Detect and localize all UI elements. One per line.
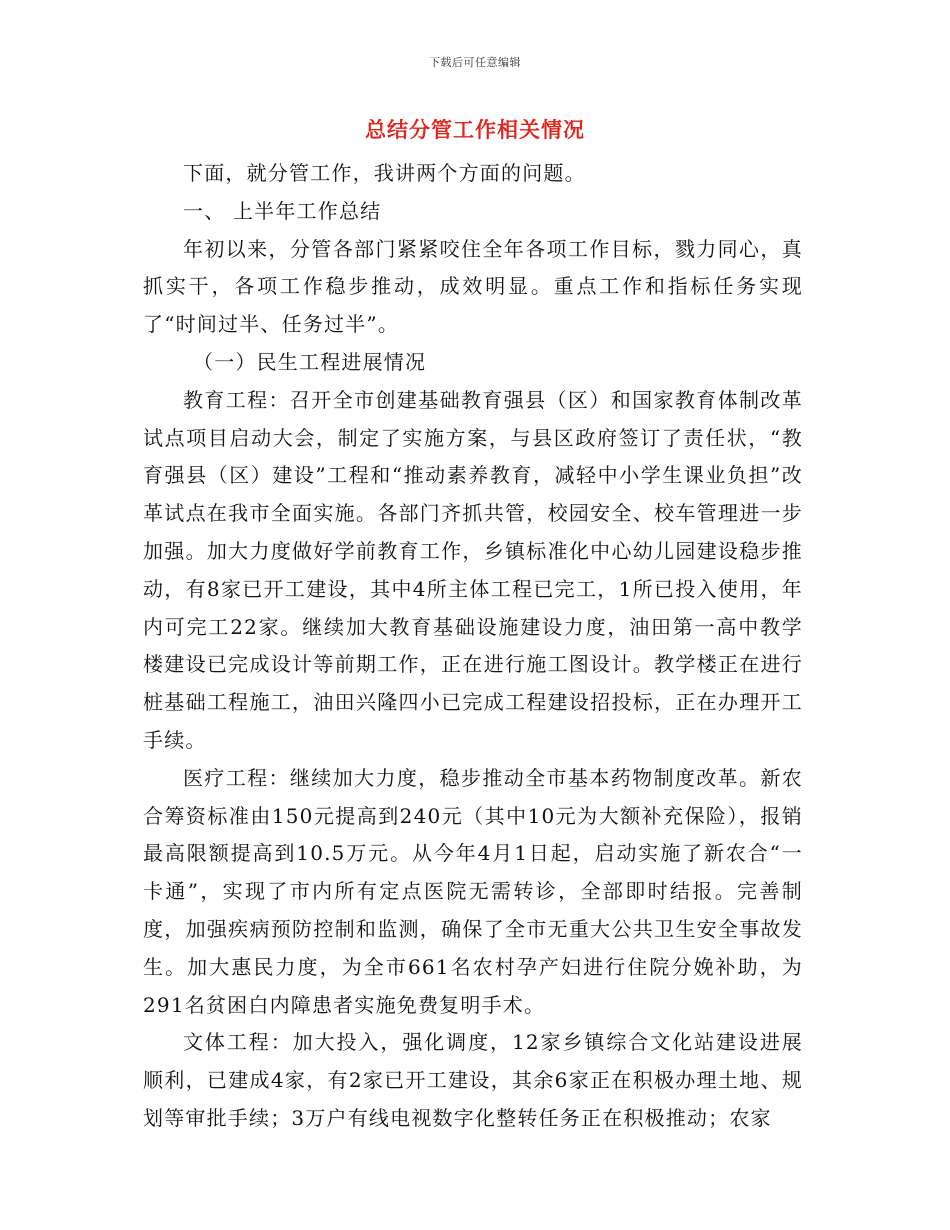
- intro-paragraph: 下面，就分管工作，我讲两个方面的问题。: [183, 161, 586, 185]
- document-body: [143, 155, 803, 1138]
- education-paragraph: 教育工程：召开全市创建基础教育强县（区）和国家教育体制改革试点项目启动大会，制定了实施方案，与县区政府签订了责任状，“教育强县（区）建设”工程和“推动素养教育，减轻中小学生课业负担”改革试点在我市全面实施。各部门齐抓共管，校园安全、校车管理进一步加强。加大力度做好学前教育工作，乡镇标准化中心幼儿园建设稳步推动，有8家已开工建设，其中4所主体工程已完工，1所已投入使用，年内可完工22家。继续加大教育基础设施建设力度，油田第一高中教学楼建设已完成设计等前期工作，正在进行施工图设计。教学楼正在进行桩基础工程施工，油田兴隆四小已完成工程建设招投标，正在办理开工手续。: [143, 387, 803, 752]
- medical-paragraph: 医疗工程：继续加大力度，稳步推动全市基本药物制度改革。新农合筹资标准由150元提高到240元（其中10元为大额补充保险），报销最高限额提高到10.5万元。从今年4月1日起，启动实施了新农合“一卡通”，实现了市内所有定点医院无需转诊，全部即时结报。完善制度，加强疾病预防控制和监测，确保了全市无重大公共卫生安全事故发生。加大惠民力度，为全市661名农村孕产妇进行住院分娩补助，为291名贫困白内障患者实施免费复明手术。: [143, 765, 803, 1017]
- summary-paragraph: 年初以来，分管各部门紧紧咬住全年各项工作目标，戮力同心，真抓实干，各项工作稳步推动，成效明显。重点工作和指标任务实现了“时间过半、任务过半”。: [143, 236, 803, 337]
- subsection-heading: （一）民生工程进展情况: [193, 349, 427, 374]
- culture-paragraph: 文体工程：加大投入，强化调度，12家乡镇综合文化站建设进展顺利，已建成4家，有2家已开工建设，其余6家正在积极办理土地、规划等审批手续；3万户有线电视数字化整转任务正在积极推动；农家: [143, 1030, 803, 1130]
- section-heading: 一、 上半年工作总结: [183, 198, 382, 223]
- header-note: 下载后可任意编辑: [429, 56, 521, 69]
- document-title: 总结分管工作相关情况: [365, 118, 585, 142]
